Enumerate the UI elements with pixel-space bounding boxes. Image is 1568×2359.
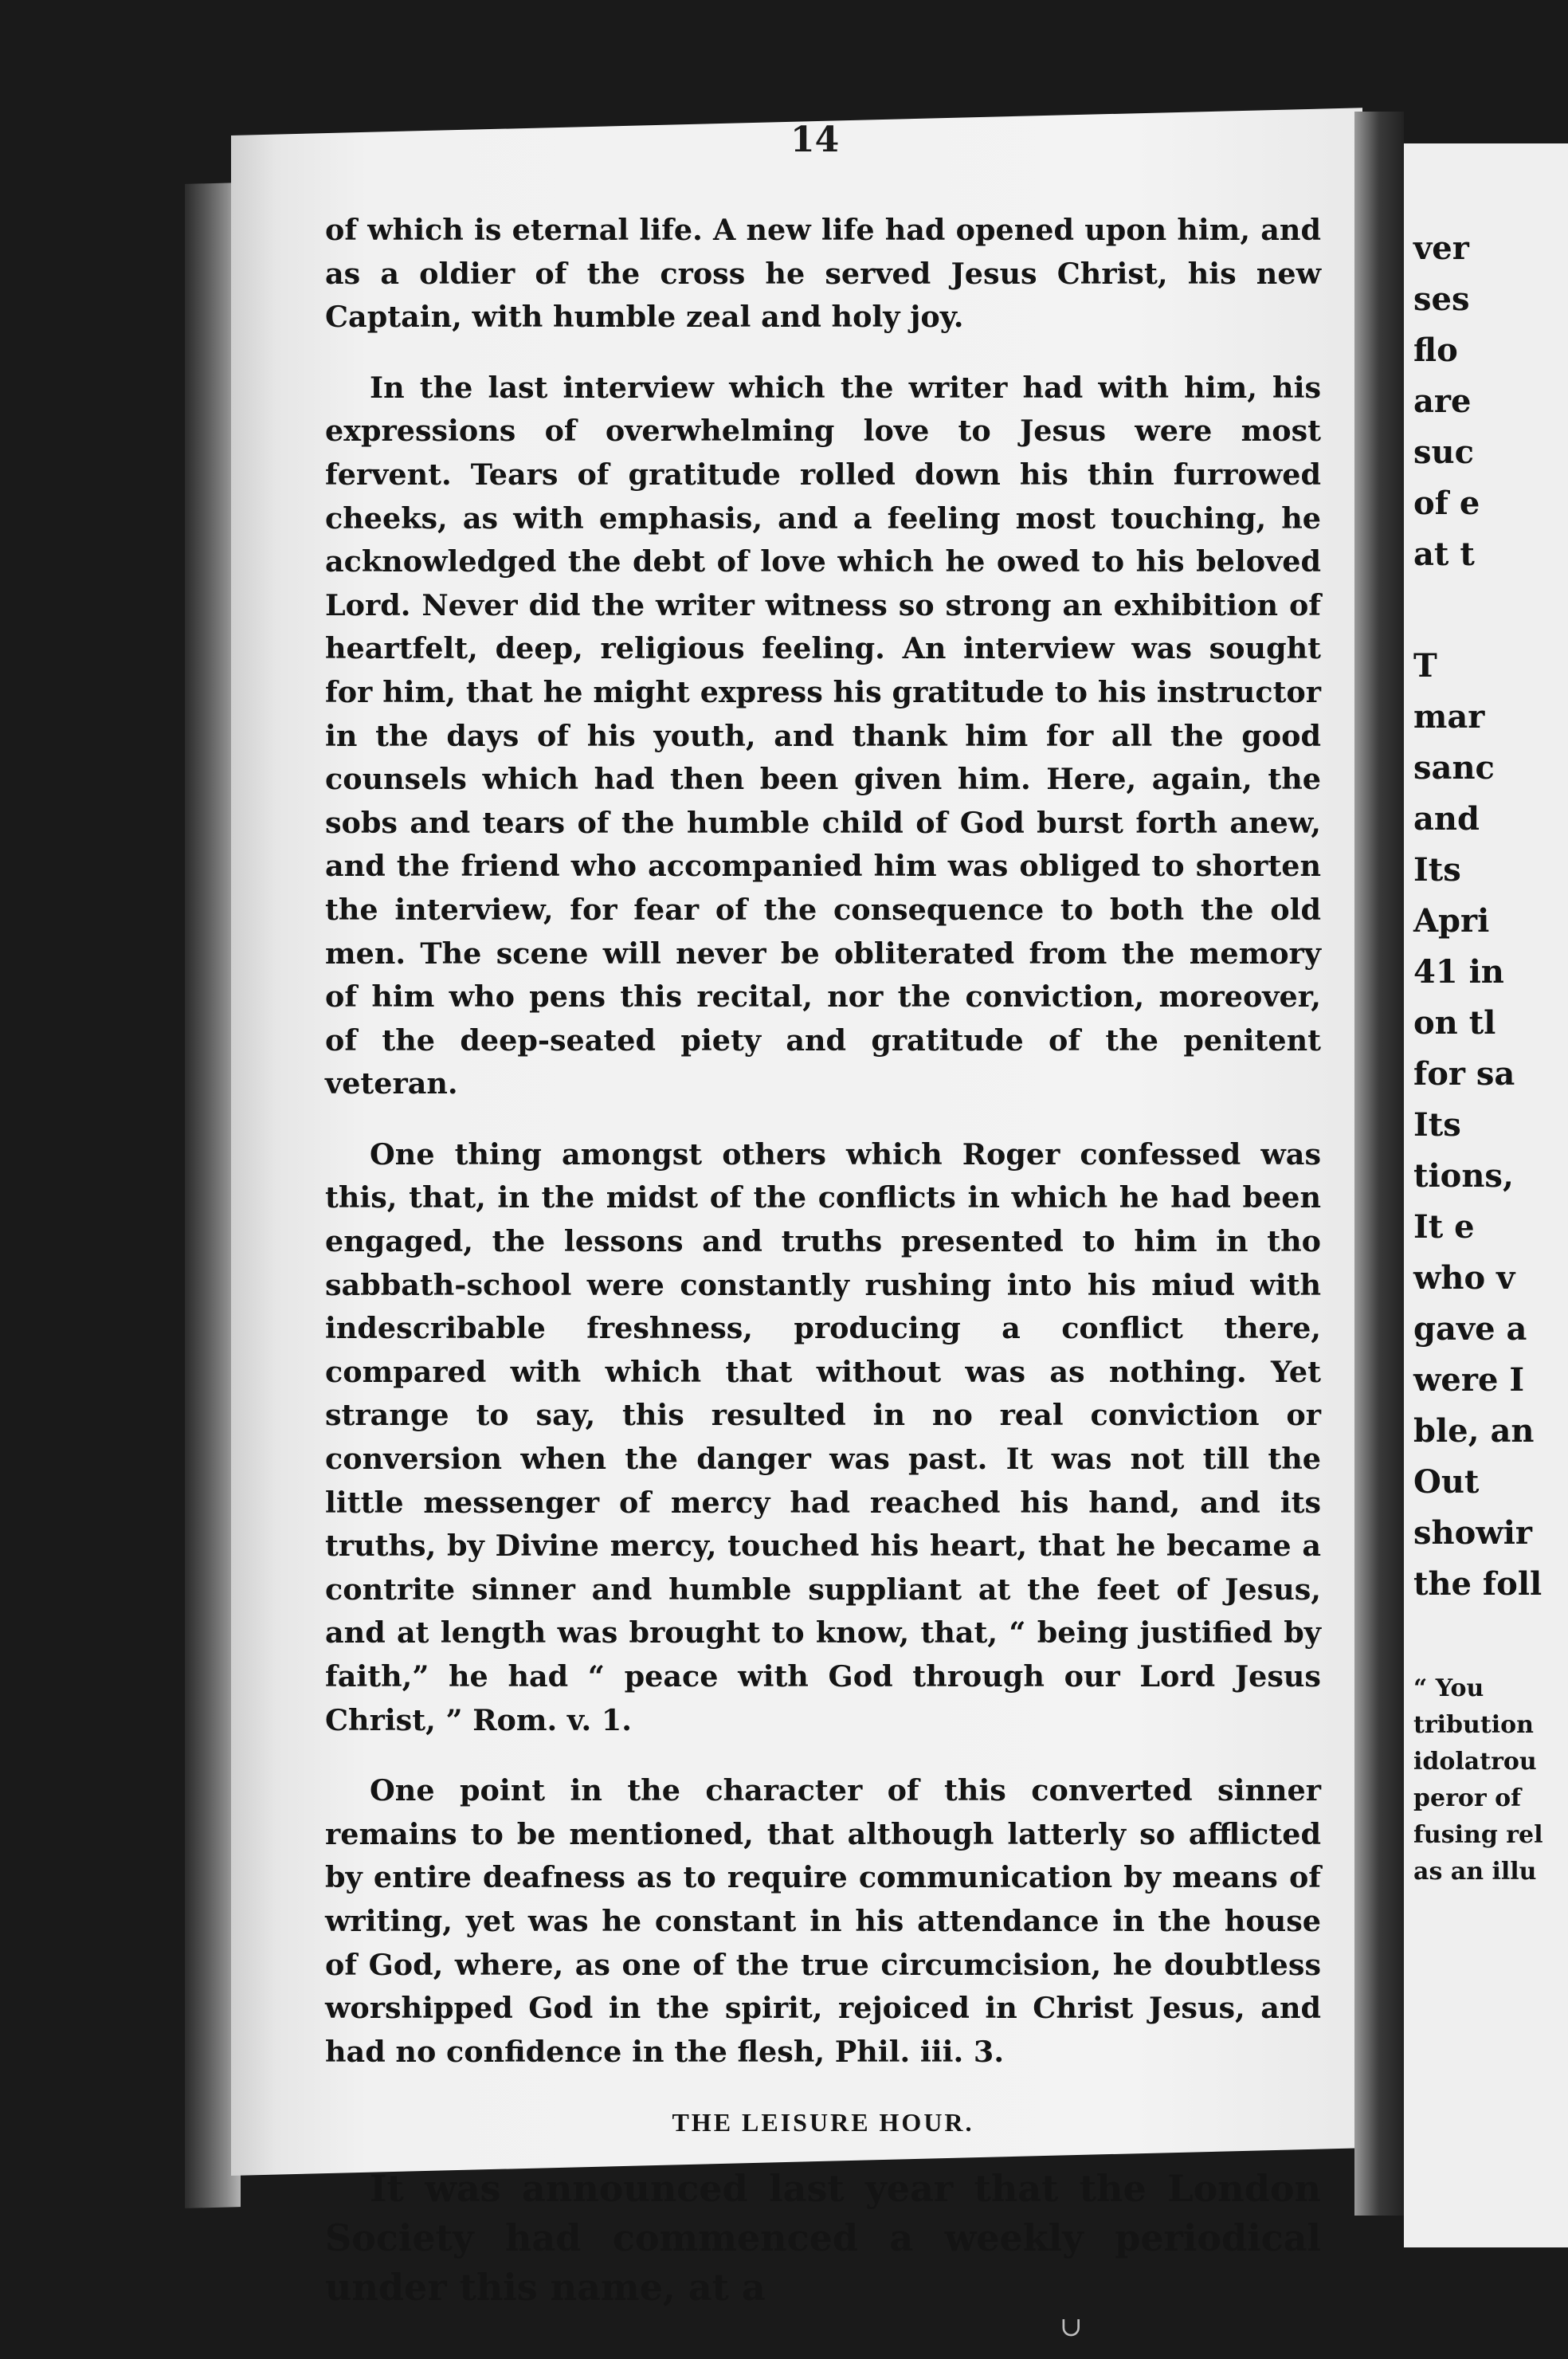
right-fragment: as an illu: [1413, 1858, 1537, 1886]
right-fragment: showir: [1413, 1514, 1532, 1552]
right-fragment: at t: [1413, 536, 1475, 573]
right-fragment: sanc: [1413, 749, 1495, 787]
paragraph: One thing amongst others which Roger confessed was this, that, in the midst of the conflicts in which he had been engaged, the lessons and truths presented to him in tho sabbath-school were constantly rushing into his miud with indescribable freshness, producing a conflict there, compared with which that without was as nothing. Yet strange to say, this resulted in no real conviction or conversion when the danger was past. It was not till the little messenger of mercy had reached his hand, and its truths, by Divine mercy, touched his heart, that he became a contrite sinner and humble suppliant at the feet of Jesus, and at length was brought to know, that, “ being justified by faith,” he had “ peace with God through our Lord Jesus Christ, ” Rom. v. 1.: [325, 1136, 1321, 1737]
right-fragment: were I: [1413, 1361, 1525, 1399]
right-fragment: T: [1413, 647, 1437, 685]
lead-paragraph: It was announced last year that the London Society had commenced a weekly periodical under this name, at a: [325, 2166, 1321, 2309]
right-fragment: Out: [1413, 1463, 1480, 1501]
right-fragment: mar: [1413, 698, 1485, 736]
right-fragment: ver: [1413, 230, 1469, 267]
right-page: [1404, 143, 1568, 2247]
right-fragment: on tl: [1413, 1004, 1496, 1042]
right-fragment: tions,: [1413, 1157, 1514, 1195]
right-fragment: ble, an: [1413, 1412, 1535, 1450]
right-fragment: “ You: [1413, 1674, 1484, 1702]
right-fragment: Apri: [1413, 902, 1490, 940]
right-fragment: It e: [1413, 1208, 1475, 1246]
right-fragment: fusing rel: [1413, 1821, 1543, 1849]
page-gutter: [1354, 112, 1404, 2216]
section-heading: THE LEISURE HOUR.: [672, 2108, 974, 2137]
right-fragment: ses: [1413, 281, 1470, 318]
right-fragment: flo: [1413, 332, 1458, 369]
paragraph: of which is eternal life. A new life had opened upon him, and as a oldier of the cross he served Jesus Christ, his new Captain, with humble zeal and holy joy.: [325, 213, 1321, 335]
right-fragment: gave a: [1413, 1310, 1527, 1348]
right-fragment: who v: [1413, 1259, 1515, 1297]
right-fragment: for sa: [1413, 1055, 1515, 1093]
paragraph: One point in the character of this converted sinner remains to be mentioned, that although latterly so afflicted by entire deafness as to require communication by means of writing, yet was he constant in his attendance in the house of God, where, as one of the true circumcision, he doubtless worshipped God in the spirit, rejoiced in Christ Jesus, and had no confidence in the flesh, Phil. iii. 3.: [325, 1773, 1321, 2069]
right-fragment: the foll: [1413, 1565, 1543, 1603]
right-fragment: Its: [1413, 1106, 1461, 1144]
right-fragment: 41 in: [1413, 953, 1504, 991]
right-fragment: and: [1413, 800, 1480, 838]
right-fragment: of e: [1413, 485, 1480, 522]
right-fragment: suc: [1413, 434, 1474, 471]
bottom-mark: ∪: [1060, 2311, 1083, 2343]
right-fragment: are: [1413, 383, 1472, 420]
page-number: 14: [790, 120, 840, 160]
page-text: [325, 209, 1321, 2339]
right-fragment: tribution: [1413, 1711, 1534, 1739]
right-fragment: Its: [1413, 851, 1461, 889]
right-fragment: idolatrou: [1413, 1748, 1537, 1776]
right-fragment: peror of: [1413, 1784, 1522, 1812]
paragraph: In the last interview which the writer had with him, his expressions of overwhelming love to Jesus were most fervent. Tears of gratitude rolled down his thin furrowed cheeks, as with emphasis, and a feeling most touching, he acknowledged the debt of love which he owed to his beloved Lord. Never did the writer witness so strong an exhibition of heartfelt, deep, religious feeling. An interview was sought for him, that he might express his gratitude to his instructor in the days of his youth, and thank him for all the good counsels which had then been given him. Here, again, the sobs and tears of the humble child of God burst forth anew, and the friend who accompanied him was obliged to shorten the interview, for fear of the consequence to both the old men. The scene will never be obliterated from the memory of him who pens this recital, nor the conviction, moreover, of the deep-seated piety and gratitude of the penitent veteran.: [325, 370, 1321, 1101]
right-page-text: [1413, 223, 1568, 1890]
